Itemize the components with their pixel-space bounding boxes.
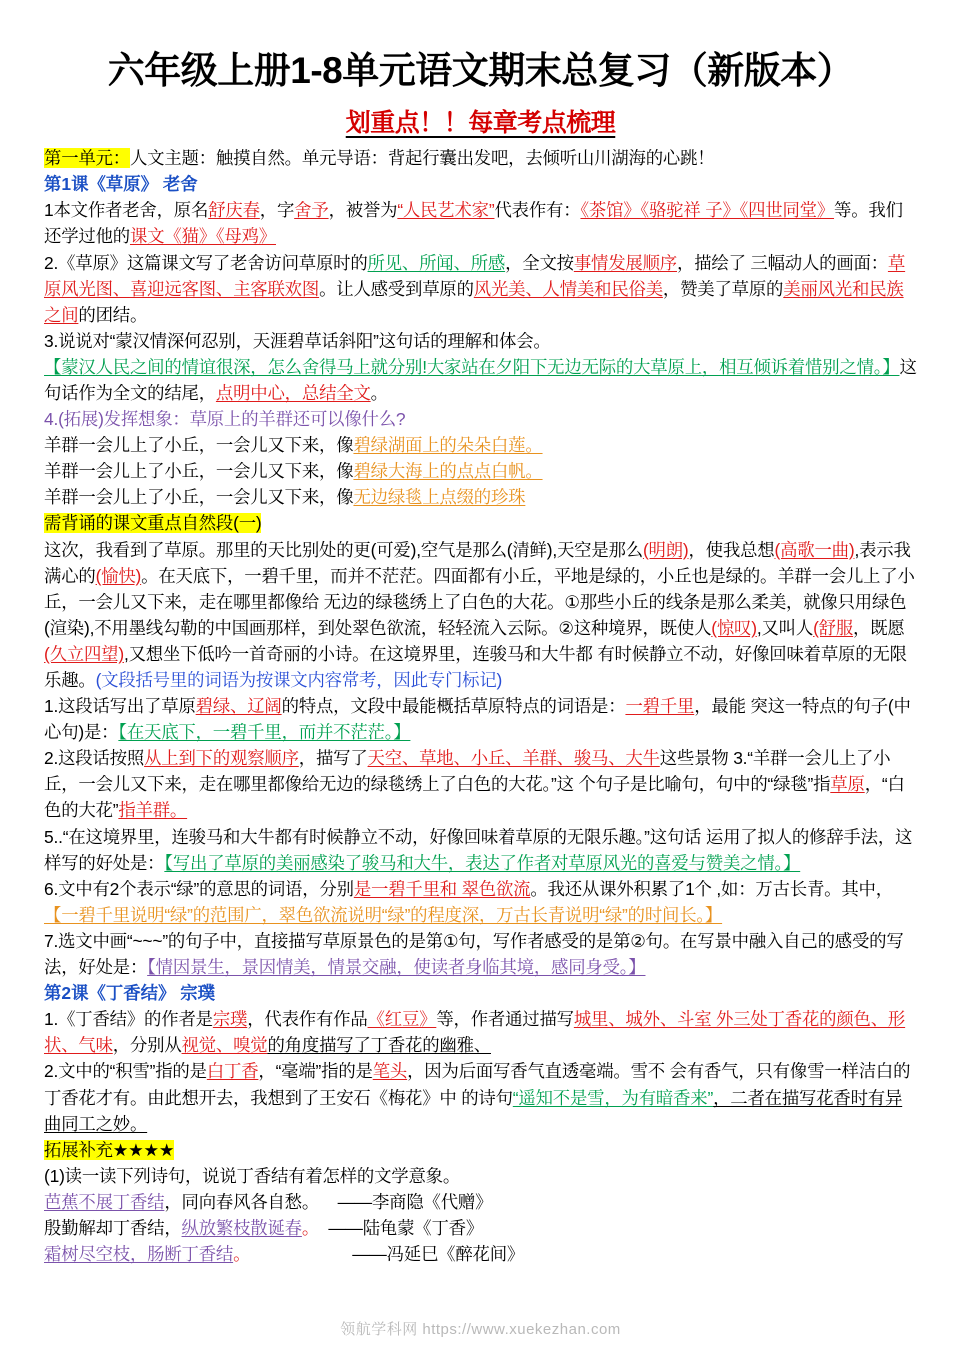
passage-part-11: ，既愿 [853,617,905,638]
l2q2-text-g: ，二者在描写花香时有异曲同工之妙。 [44,1087,903,1134]
passage-part-5: ,表示我满心的 [44,539,911,586]
passage-part-9: ,又叫人 [756,617,814,638]
a2-answer-grassland: 草原 [830,774,865,795]
q3-prompt: 3.说说对“蒙汉情深何忍别，天涯碧草话斜阳”这句话的理解和体会。 [44,330,551,351]
q4-stem-3: 羊群一会儿上了小丘，一会儿又下来，像 [44,487,354,508]
poem2-highlight: 纵放繁枝散诞春 [181,1217,302,1238]
lesson1-q1 [44,197,917,249]
q3-answer-bracket: 【蒙汉人民之间的情谊很深，怎么舍得马上就分别!大家站在夕阳下无边无际的大草原上，相互倾诉着惜别之情。】 [44,356,900,377]
q1-answer-name: 舒庆春 [208,200,260,221]
q1-answer-works: 《茶馆》《骆驼祥 子》《四世同堂》 [580,200,835,221]
poem-line-2 [44,1215,917,1241]
q1-text-g: 代表作有： [494,200,581,221]
a1-answer-word: 一碧千里 [625,696,695,717]
poem2-tail: 。 [301,1217,320,1238]
lesson1-a7 [44,928,917,980]
q4-stem-1: 羊群一会儿上了小丘，一会儿又下来，像 [44,435,354,456]
l2q2-answer-tip: 笔头 [372,1061,408,1082]
poem3-highlight: 霜树尽空枝，肠断丁香结 [44,1244,234,1265]
l2q2-text-c: ，“毫端”指的是 [258,1061,373,1082]
poem1-attribution: ——李商隐《代赠》 [337,1191,493,1212]
q3-text-e: 。 [370,382,388,403]
q2-answer-unity: 美丽风光和民族之间 [44,278,904,325]
a1-answer-sentence: 【在天底下，一碧千里，而并不茫茫。】 [118,722,411,743]
q3-text-c: 这句话作为全文的结尾， [44,356,917,403]
passage-blank-minglang: (明朗) [642,539,689,560]
a1-text-e: ，最能 突这一特点的句子(中心句)是： [44,696,911,743]
l2q2-answer-poem: “遥知不是雪，为有暗香来” [512,1087,714,1108]
l2q2-text-a: 2.文中的“积雪”指的是 [44,1061,207,1082]
q1-text-i: 等。我们还学过他的 [44,200,903,247]
q2-text-l: 的团结。 [78,304,148,325]
q2-answer-pic2: 喜迎远客图、主客联欢图 [129,278,320,299]
lesson2-q1 [44,1006,917,1058]
passage-part-13: ,又想坐下低吟一首奇丽的小诗。在这境界里，连骏马和大牛都 有时候静立不动，好像回味着草原的无限乐趣。 [44,643,907,690]
passage-blank-yukuai: (愉快) [95,565,142,586]
q1-answer-texts: 课文《猫》《母鸡》 [129,226,276,247]
recite-label-line [44,510,917,536]
a5-text-a: 5..“在这境界里，连骏马和大牛都有时候静立不动，好像回味着草原的无限乐趣。”这句话 运用了拟人的修辞手法，这样写的好处是： [44,826,913,873]
page-subtitle: 划重点！！每章考点梳理 [345,109,616,138]
a7-answer-bracket: 【情因景生，景因情美，情景交融，使读者身临其境，感同身受。】 [147,957,646,978]
passage-part-3: ，使我总想 [688,539,775,560]
q2-answer-senses: 所见、所闻、所感 [367,252,506,273]
q2-text-e: ，描绘了 三幅动人的画面： [677,252,888,273]
passage-blank-jingtan: (惊叹) [711,617,757,638]
lesson1-a6 [44,876,917,928]
q1-text-e: ，被誉为 [328,200,398,221]
q3-answer-function: 点明中心，总结全文 [215,382,371,403]
lesson1-q4-answer-row-3 [44,484,917,510]
passage-blank-jiulisiwang: (久立四望) [44,643,124,664]
l2q1-text-e: 等，作者通过描写 [436,1009,574,1030]
a6-text-c: 。我还从课外积累了1个 ,如：万古长青。其中， [530,878,893,899]
a2-text-g: ，“白色的大花” [44,774,905,821]
l2q1-text-i: 的角度描写了丁香花的幽雅、 [267,1035,491,1056]
lesson1-q4-answer-row-2 [44,458,917,484]
passage-note: (文段括号里的词语为按课文内容常考，因此专门标记) [95,670,503,690]
lesson1-a5 [44,824,917,876]
q1-answer-courtesy: 舍予 [294,200,329,221]
q1-text-c: ，字 [259,200,295,221]
a1-answer-traits: 碧绿、辽阔 [195,696,282,717]
l2q1-text-g: ，分别从 [112,1035,182,1056]
q2-answer-pic1: 草原风光图、 [44,252,906,299]
poem-line-3 [44,1241,917,1267]
lesson1-passage [44,537,917,694]
a5-answer-bracket: 【写出了草原的美丽感染了骏马和大牛，表达了作者对草原风光的喜爱与赞美之情。】 [164,852,801,873]
lesson1-heading: 第1课《草原》 老舍 [44,174,198,195]
a2-text-e: 这些景物 3.“羊群一会儿上了小丘，一会儿又下来，走在哪里都像给无边的绿毯绣上了白色的大花。”这 个句子是比喻句，句中的“绿毯”指 [44,748,891,795]
l2q1-answer-work: 《红豆》 [367,1009,437,1030]
passage-blank-gaogeyiqu: (高歌一曲) [774,539,855,560]
a2-answer-sheep: 指羊群。 [118,800,188,821]
poem1-highlight: 芭蕉不展丁香结 [44,1191,165,1212]
q4-answer-1: 碧绿湖面上的朵朵白莲。 [353,435,543,456]
poem-line-1 [44,1189,917,1215]
unit-intro-line [44,145,917,171]
a1-text-c: 的特点，文段中最能概括草原特点的词语是： [281,696,626,717]
a2-answer-scenes: 天空、草地、小丘、羊群、骏马、大牛 [367,748,660,769]
q2-text-a: 2.《草原》这篇课文写了老舍访问草原时的 [44,252,368,273]
passage-part-7: 。在天底下，一碧千里，而并不茫茫。四面都有小丘，平地是绿的，小丘也是绿的。羊群一会儿上了小丘，一会儿又下来，走在哪里都像给 无边的绿毯绣上了白色的大花。①那些小丘的线条是那么柔美，就像只用绿色(渲染),不用墨线勾勒的中国画那样，到处翠色欲流，轻轻流入云际。②这种境界，既使人 [44,565,915,638]
l2q1-text-c: ，代表作有作品 [247,1009,368,1030]
q1-text-a: 1本文作者老舍，原名 [44,200,209,221]
lesson1-q4-answer-row-1 [44,432,917,458]
q4-stem-2: 羊群一会儿上了小丘，一会儿又下来，像 [44,461,354,482]
page-title: 六年级上册1-8单元语文期末总复习（新版本） [107,50,854,91]
site-watermark: 领航学科网 https://www.xuekezhan.com [340,1321,621,1338]
a6-text-a: 6.文中有2个表示“绿”的意思的词语，分别 [44,878,354,899]
a2-answer-order: 从上到下的观察顺序 [144,748,299,769]
lesson1-q2 [44,250,917,328]
a2-text-a: 2.这段话按照 [44,748,145,769]
q4-answer-3: 无边绿毯上点缀的珍珠 [353,487,526,508]
expand-label-line [44,1137,917,1163]
q2-answer-beauty: 风光美、人情美和民俗美 [473,278,663,299]
a6-answer-bracket: 【一碧千里说明“绿”的范围广，翠色欲流说明“绿”的程度深，万古长青说明“绿”的时间长。】 [44,904,723,925]
lesson1-a1 [44,693,917,745]
q2-text-j: ，赞美了草原的 [662,278,784,299]
l2q2-text-e: ，因为后面写香气直透毫端。雪不 会有香气，只有像雪一样洁白的丁香花才有。由此想开去，我想到了王安石《梅花》中 的诗句 [44,1061,911,1108]
a1-text-a: 1.这段话写出了草原 [44,696,196,717]
a7-text-a: 7.选文中画“~~~”的句子中，直接描写草原景色的是第①句，写作者感受的是第②句。在写景中融入自己的感受的写法，好处是： [44,930,904,978]
recite-label: 需背诵的课文重点自然段(一) [44,513,262,534]
l2q2-answer-snow: 白丁香 [206,1061,259,1082]
q2-text-h: 。让人感受到草原的 [319,278,474,299]
lesson2-q2 [44,1058,917,1136]
unit-label: 第一单元： [44,148,130,169]
l2q1-text-a: 1.《丁香结》的作者是 [44,1009,213,1030]
q4-answer-2: 碧绿大海上的点点白帆。 [353,461,543,482]
poem2-plain: 殷勤解却丁香结， [44,1217,182,1238]
lesson2-heading: 第2课《丁香结》 宗璞 [44,983,216,1004]
a6-answer-words: 是一碧千里和 翠色欲流 [353,878,531,899]
expand-prompt: (1)读一读下列诗句，说说丁香结有着怎样的文学意象。 [44,1165,461,1186]
q2-text-c: ，全文按 [505,252,574,273]
q2-answer-order: 事情发展顺序 [573,252,677,273]
l2q1-answer-places: 城里、城外、斗室 外三处丁香花的颜色、形状、气味 [44,1009,906,1056]
lesson1-q3 [44,328,917,406]
l2q1-answer-senses: 视觉、嗅觉 [181,1035,268,1056]
unit-intro-text: 人文主题：触摸自然。单元导语：背起行囊出发吧，去倾听山川湖海的心跳！ [129,148,715,169]
l2q1-answer-author: 宗璞 [212,1009,248,1030]
poem3-tail: 。 [233,1244,251,1265]
a2-text-c: ，描写了 [298,748,368,769]
poem3-attribution: ——冯延巳《醉花间》 [352,1244,525,1265]
expand-label: 拓展补充★★★★ [44,1139,175,1160]
poem1-rest: ，同向春风各自愁。 [164,1191,320,1212]
lesson1-a2 [44,745,917,823]
q1-answer-title: “人民艺术家” [397,200,495,221]
lesson1-q4-prompt: 4.(拓展)发挥想象：草原上的羊群还可以像什么? [44,409,406,430]
poem2-attribution: ——陆龟蒙《丁香》 [328,1217,484,1238]
passage-part-1: 这次，我看到了草原。那里的天比别处的更(可爱),空气是那么(清鲜),天空是那么 [44,539,643,560]
passage-blank-shufu: (舒服 [813,617,854,638]
